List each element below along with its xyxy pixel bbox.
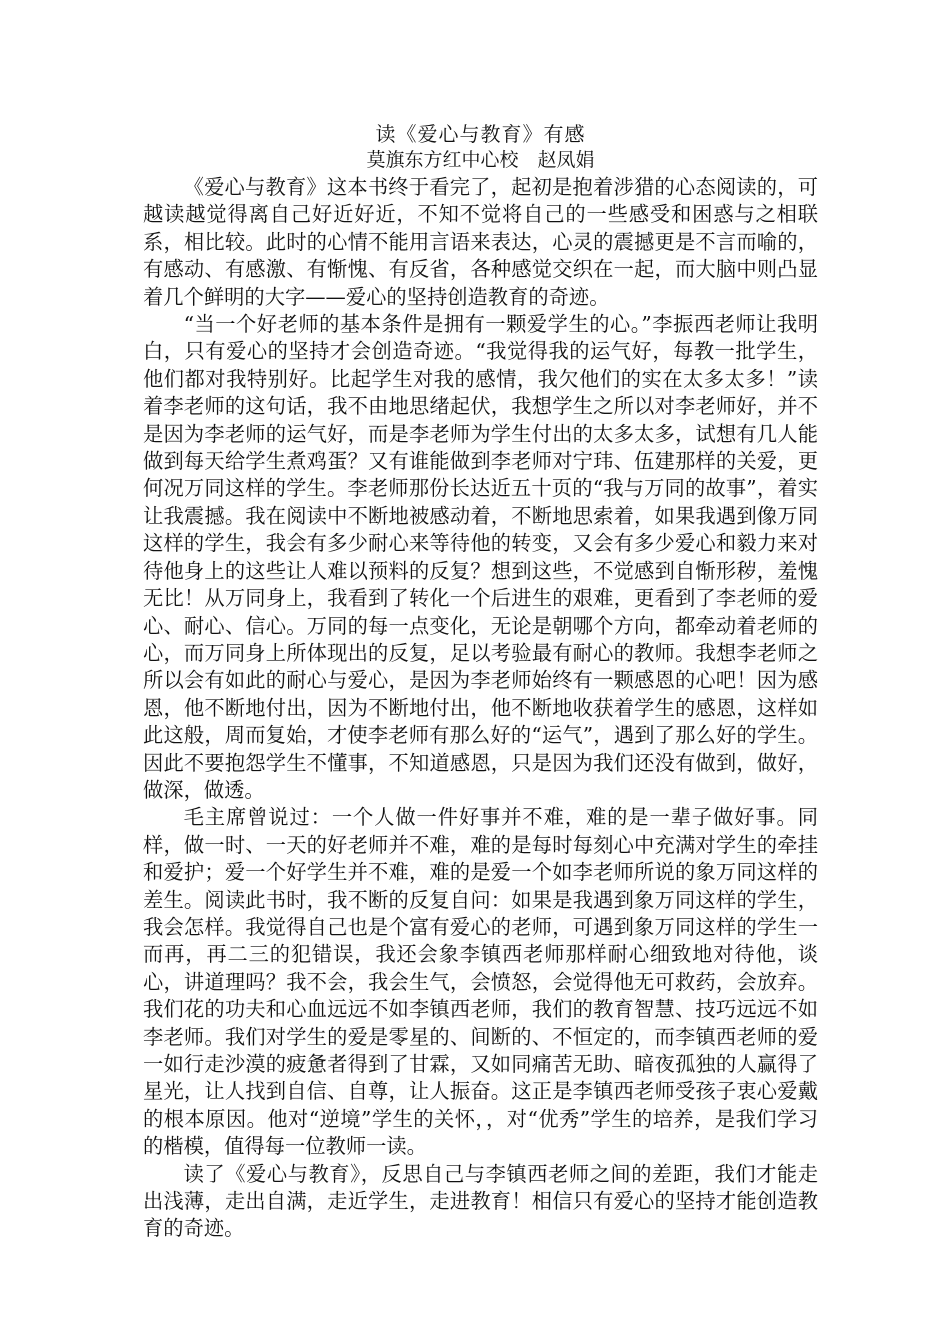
author-byline: 莫旗东方红中心校 赵凤娟 xyxy=(366,149,595,171)
document-page xyxy=(143,120,818,1243)
paragraph: “当一个好老师的基本条件是拥有一颗爱学生的心。”李振西老师让我明白，只有爱心的坚持才会创造奇迹。“我觉得我的运气好，每教一批学生，他们都对我特别好。比起学生对我的感情，我欠他们的实在太多太多！”读着李老师的这句话，我不由地思绪起伏，我想学生之所以对李老师好，并不是因为李老师的运气好，而是李老师为学生付出的太多太多，试想有几人能做到每天给学生煮鸡蛋？又有谁能做到李老师对宁玮、伍建那样的关爱，更何况万同这样的学生。李老师那份长达近五十页的“我与万同的故事”，着实让我震撼。我在阅读中不断地被感动着，不断地思索着，如果我遇到像万同这样的学生，我会有多少耐心来等待他的转变，又会有多少爱心和毅力来对待他身上的这些让人难以预料的反复？想到这些，不觉感到自惭形秽，羞愧无比！从万同身上，我看到了转化一个后进生的艰难，更看到了李老师的爱心、耐心、信心。万同的每一点变化，无论是朝哪个方向，都牵动着老师的心，而万同身上所体现出的反复，足以考验最有耐心的教师。我想李老师之所以会有如此的耐心与爱心，是因为李老师始终有一颗感恩的心吧！因为感恩，他不断地付出，因为不断地付出，他不断地收获着学生的感恩，这样如此这般，周而复始，才使李老师有那么好的“运气”，遇到了那么好的学生。因此不要抱怨学生不懂事，不知道感恩，只是因为我们还没有做到，做好，做深，做透。 xyxy=(143,312,818,802)
paragraph: 读了《爱心与教育》，反思自己与李镇西老师之间的差距，我们才能走出浅薄，走出自满，走近学生，走进教育！相信只有爱心的坚持才能创造教育的奇迹。 xyxy=(143,1161,818,1241)
document-title: 读《爱心与教育》有感 xyxy=(375,122,586,146)
paragraph: 《爱心与教育》这本书终于看完了，起初是抱着涉猎的心态阅读的，可越读越觉得离自己好近好近，不知不觉将自己的一些感受和困惑与之相联系，相比较。此时的心情不能用言语来表达，心灵的震撼更是不言而喻的，有感动、有感激、有惭愧、有反省，各种感觉交织在一起，而大脑中则凸显着几个鲜明的大字——爱心的坚持创造教育的奇迹。 xyxy=(143,175,818,309)
paragraph: 毛主席曾说过：一个人做一件好事并不难，难的是一辈子做好事。同样，做一时、一天的好老师并不难，难的是每时每刻心中充满对学生的牵挂和爱护；爱一个好学生并不难，难的是爱一个如李老师所说的象万同这样的差生。阅读此书时，我不断的反复自问：如果是我遇到象万同这样的学生，我会怎样。我觉得自己也是个富有爱心的老师，可遇到象万同这样的学生一而再，再二三的犯错误，我还会象李镇西老师那样耐心细致地对待他，谈心，讲道理吗？我不会，我会生气，会愤怒，会觉得他无可救药，会放弃。我们花的功夫和心血远远不如李镇西老师，我们的教育智慧、技巧远远不如李老师。我们对学生的爱是零星的、间断的、不恒定的，而李镇西老师的爱一如行走沙漠的疲惫者得到了甘霖，又如同痛苦无助、暗夜孤独的人赢得了星光，让人找到自信、自尊，让人振奋。这正是李镇西老师受孩子衷心爱戴的根本原因。他对“逆境”学生的关怀，，对“优秀”学生的培养，是我们学习的楷模，值得每一位教师一读。 xyxy=(143,805,818,1159)
